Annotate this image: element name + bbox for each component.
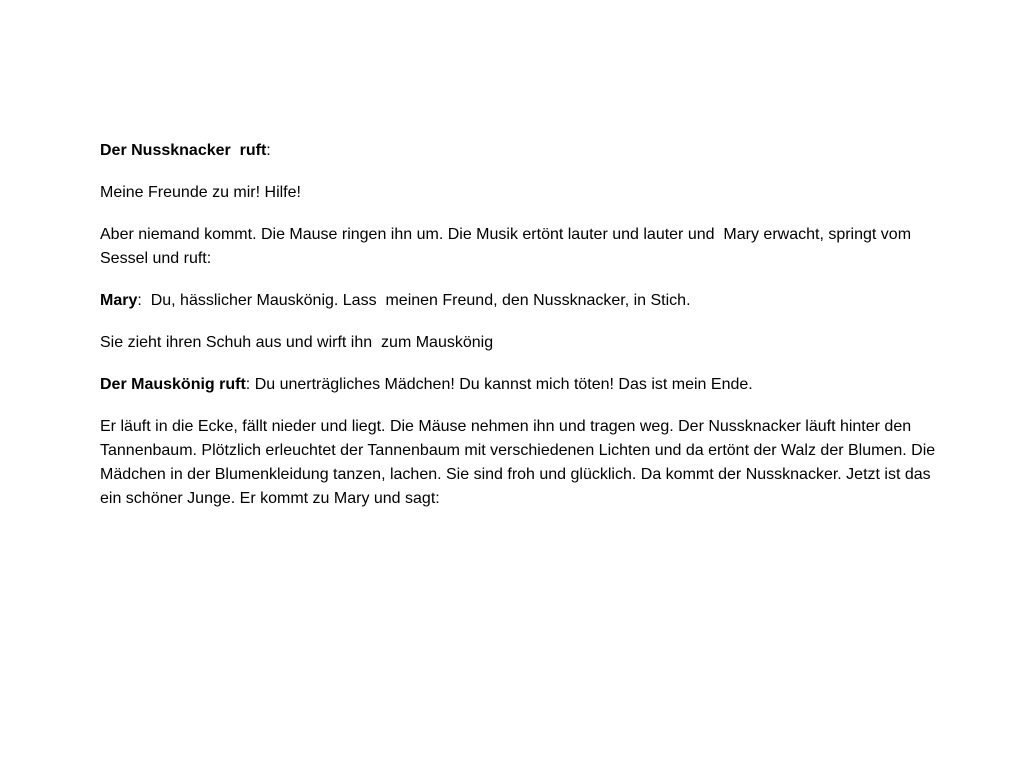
- paragraph-text: : Du unerträgliches Mädchen! Du kannst mich töten! Das ist mein Ende.: [245, 376, 753, 393]
- paragraph-hilfe: [100, 181, 940, 205]
- speaker-label: Der Nussknacker ruft: [100, 142, 267, 159]
- paragraph-text: :: [266, 142, 271, 159]
- speaker-label: Mary: [100, 292, 138, 309]
- paragraph-nussknacker-ruft: [100, 139, 940, 163]
- paragraph-text: : Du, hässlicher Mauskönig. Lass meinen Freund, den Nussknacker, in Stich.: [137, 292, 691, 309]
- paragraph-text: Sie zieht ihren Schuh aus und wirft ihn zum Mauskönig: [100, 334, 494, 351]
- paragraph-text: Meine Freunde zu mir! Hilfe!: [100, 184, 301, 201]
- paragraph-mauskoenig-ruft: [100, 373, 940, 397]
- paragraph-mary: [100, 289, 940, 313]
- paragraph-tannenbaum: [100, 415, 940, 511]
- paragraph-schuh: [100, 331, 940, 355]
- speaker-label: Der Mauskönig ruft: [100, 376, 246, 393]
- paragraph-text: Er läuft in die Ecke, fällt nieder und liegt. Die Mäuse nehmen ihn und tragen weg. Der Nussknacker läuft hinter den Tannenbaum. Plötzlich erleuchtet der Tannenbaum mit verschiedenen Lichten und da ertönt der Walz der Blumen. Die Mädchen in der Blumenkleidung tanzen, lachen. Sie sind froh und glücklich. Da kommt der Nussknacker. Jetzt ist das ein schöner Junge. Er kommt zu Mary und sagt:: [100, 418, 940, 507]
- paragraph-niemand-kommt: [100, 223, 940, 271]
- paragraph-text: Aber niemand kommt. Die Mause ringen ihn um. Die Musik ertönt lauter und lauter und Mary erwacht, springt vom Sessel und ruft:: [100, 226, 916, 267]
- slide-text-body: [100, 139, 940, 529]
